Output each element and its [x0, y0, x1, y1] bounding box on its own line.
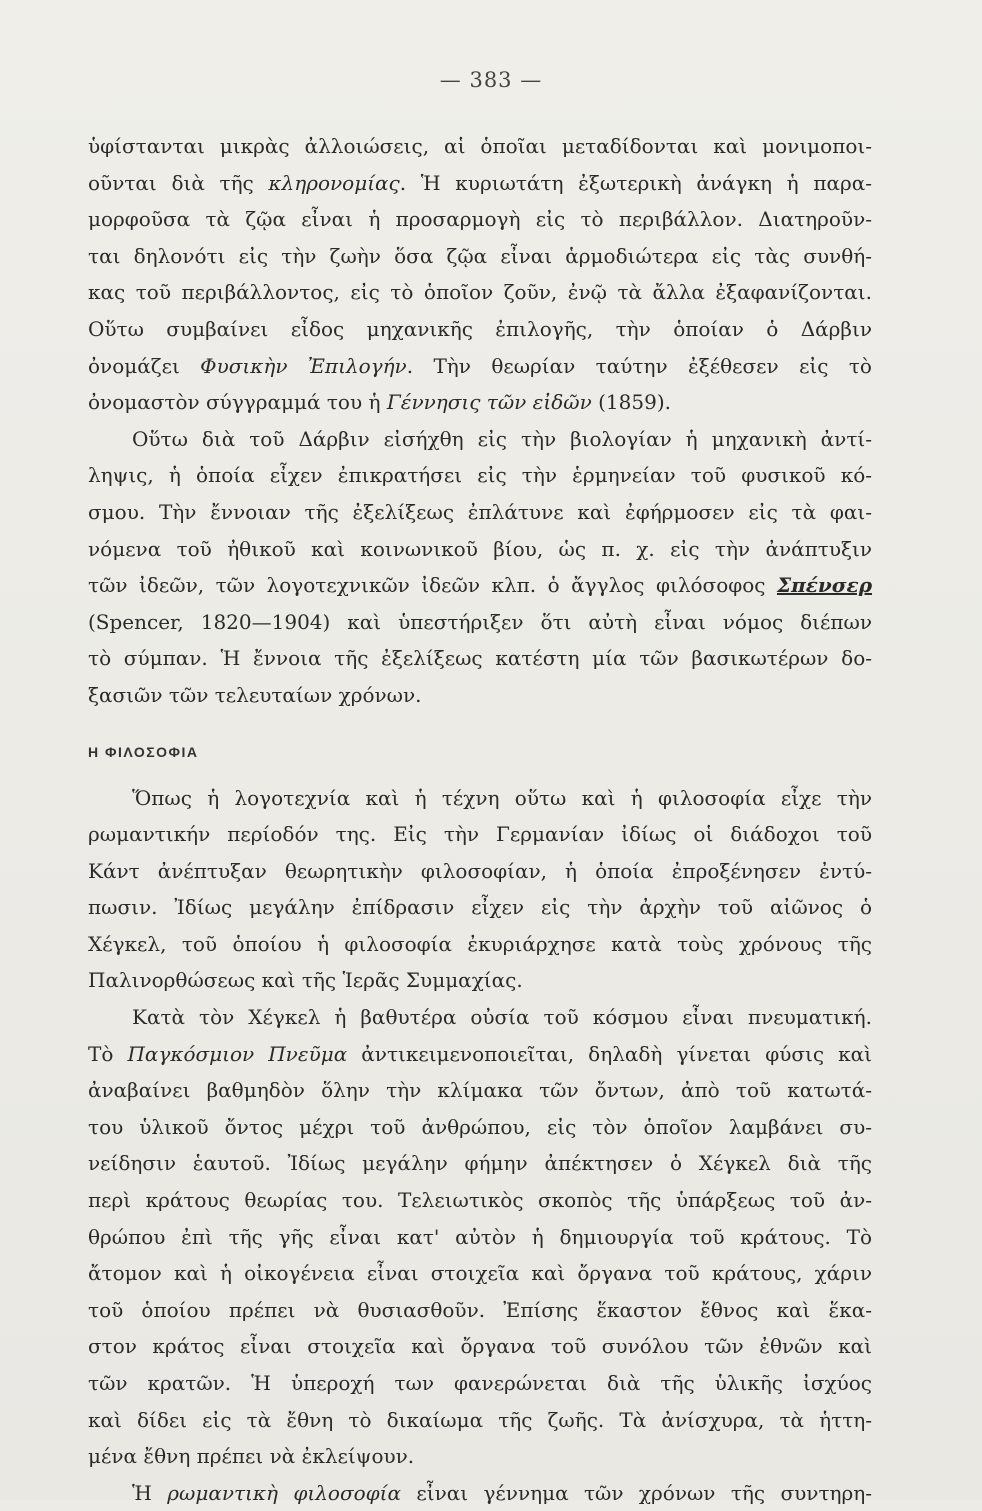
text-line: τῶν κρατῶν. Ἡ ὑπεροχή των φανερώνεται διὰ τῆς ὑλικῆς ἰσχύος [88, 1371, 872, 1395]
text-line: τῶν ἰδεῶν, τῶν λογοτεχνικῶν ἰδεῶν κλπ. ὁ ἄγγλος φιλόσοφος Σπένσερ [88, 573, 872, 598]
paragraph-romantic-philosophy [88, 1475, 872, 1511]
paragraph-hegel [88, 999, 872, 1475]
text-line: Ὅπως ἡ λογοτεχνία καὶ ἡ τέχνη οὕτω καὶ ἡ φιλοσοφία εἶχε τὴν [132, 785, 872, 810]
text-line: στον κράτος εἶναι στοιχεῖα καὶ ὄργανα τοῦ συνόλου τῶν ἐθνῶν καὶ [88, 1334, 872, 1359]
page-body [88, 128, 872, 1511]
text-line: ται δηλονότι εἰς τὴν ζωὴν ὅσα ζῷα εἶναι ἁρμοδιώτερα εἰς τὰς συνθή- [88, 243, 872, 268]
text-line: σμου. Τὴν ἔννοιαν τῆς ἐξελίξεως ἐπλάτυνε καὶ ἐφήρμοσεν εἰς τὰ φαι- [88, 499, 872, 524]
paragraph-darwin [88, 128, 872, 421]
text-line: κας τοῦ περιβάλλοντος, εἰς τὸ ὁποῖον ζοῦν, ἐνῷ τὰ ἄλλα ἐξαφανίζονται. [88, 280, 872, 305]
text-line: ἀναβαίνει βαθμηδὸν ὅλην τὴν κλίμακα τῶν ὄντων, ἀπὸ τοῦ κατωτά- [88, 1078, 872, 1103]
text-line: νόμενα τοῦ ἠθικοῦ καὶ κοινωνικοῦ βίου, ὡς π. χ. εἰς τὴν ἀνάπτυξιν [88, 536, 872, 561]
text-line: του ὑλικοῦ ὄντος μέχρι τοῦ ἀνθρώπου, εἰς τὸν ὁποῖον λαμβάνει συ- [88, 1114, 872, 1139]
text-line: ληψις, ἡ ὁποία εἶχεν ἐπικρατήσει εἰς τὴν ἑρμηνείαν τοῦ φυσικοῦ κό- [88, 463, 872, 488]
text-line: θρώπου ἐπὶ τῆς γῆς εἶναι κατ' αὐτὸν ἡ δημιουργία τοῦ κράτους. Τὸ [88, 1224, 872, 1249]
paragraph-philosophy [88, 780, 872, 1000]
text-line: Κατὰ τὸν Χέγκελ ἡ βαθυτέρα οὐσία τοῦ κόσμου εἶναι πνευματική. [132, 1005, 872, 1030]
text-line: μορφοῦσα τὰ ζῷα εἶναι ἡ προσαρμογὴ εἰς τὸ περιβάλλον. Διατηροῦν- [88, 207, 872, 232]
text-line: ὑφίστανται μικρὰς ἀλλοιώσεις, αἱ ὁποῖαι μεταδίδονται καὶ μονιμοποι- [88, 134, 872, 158]
text-line: Κάντ ἀνέπτυξαν θεωρητικὴν φιλοσοφίαν, ἡ ὁποία ἐπροξένησεν ἐντύ- [88, 858, 872, 883]
page-number: — 383 — [439, 68, 543, 92]
text-line: μένα ἔθνη πρέπει νὰ ἐκλείψουν. [88, 1444, 415, 1469]
section-heading: Η ΦΙΛΟΣΟΦΙΑ [88, 743, 199, 760]
text-line: τὸ σύμπαν. Ἡ ἔννοια τῆς ἐξελίξεως κατέστη μία τῶν βασικωτέρων δο- [88, 646, 872, 671]
text-line: νείδησιν ἑαυτοῦ. Ἰδίως μεγάλην φήμην ἀπέκτησεν ὁ Χέγκελ διὰ τῆς [88, 1151, 872, 1176]
text-line: τοῦ ὁποίου πρέπει νὰ θυσιασθοῦν. Ἐπίσης ἕκαστον ἔθνος καὶ ἕκα- [88, 1297, 872, 1322]
text-line: ὀνομαστὸν σύγγραμμά του ἡ Γέννησις τῶν εἰδῶν (1859). [88, 390, 671, 415]
text-line: Τὸ Παγκόσμιον Πνεῦμα ἀντικειμενοποιεῖται, δηλαδὴ γίνεται φύσις καὶ [88, 1041, 872, 1066]
text-line: ξασιῶν τῶν τελευταίων χρόνων. [88, 682, 422, 707]
text-line: Οὕτω διὰ τοῦ Δάρβιν εἰσήχθη εἰς τὴν βιολογίαν ἡ μηχανικὴ ἀντί- [132, 426, 872, 451]
text-line: ὀνομάζει Φυσικὴν Ἐπιλογήν. Τὴν θεωρίαν ταύτην ἐξέθεσεν εἰς τὸ [88, 353, 872, 378]
text-line: ρωμαντικήν περίοδόν της. Εἰς τὴν Γερμανίαν ἰδίως οἱ διάδοχοι τοῦ [88, 822, 872, 847]
text-line: οῦνται διὰ τῆς κληρονομίας. Ἡ κυριωτάτη ἐξωτερικὴ ἀνάγκη ἡ παρα- [88, 170, 872, 195]
text-line: (Spencer, 1820—1904) καὶ ὑπεστήριξεν ὅτι αὐτὴ εἶναι νόμος διέπων [88, 609, 872, 634]
text-line: Ἡ ρωμαντικὴ φιλοσοφία εἶναι γέννημα τῶν χρόνων τῆς συντηρη- [132, 1480, 872, 1505]
text-line: ἄτομον καὶ ἡ οἰκογένεια εἶναι στοιχεῖα καὶ ὄργανα τοῦ κράτους, χάριν [88, 1261, 872, 1286]
text-line: Παλινορθώσεως καὶ τῆς Ἱερᾶς Συμμαχίας. [88, 968, 523, 993]
text-line: πωσιν. Ἰδίως μεγάλην ἐπίδρασιν εἶχεν εἰς τὴν ἀρχὴν τοῦ αἰῶνος ὁ [88, 895, 872, 920]
text-line: περὶ κράτους θεωρίας του. Τελειωτικὸς σκοπὸς τῆς ὑπάρξεως τοῦ ἀν- [88, 1188, 872, 1213]
paragraph-evolution [88, 421, 872, 714]
text-line: Χέγκελ, τοῦ ὁποίου ἡ φιλοσοφία ἐκυριάρχησε κατὰ τοὺς χρόνους τῆς [88, 931, 872, 956]
text-line: καὶ δίδει εἰς τὰ ἔθνη τὸ δικαίωμα τῆς ζωῆς. Τὰ ἀνίσχυρα, τὰ ἡττη- [88, 1407, 872, 1432]
text-line: Οὕτω συμβαίνει εἶδος μηχανικῆς ἐπιλογῆς, τὴν ὁποίαν ὁ Δάρβιν [88, 316, 872, 341]
